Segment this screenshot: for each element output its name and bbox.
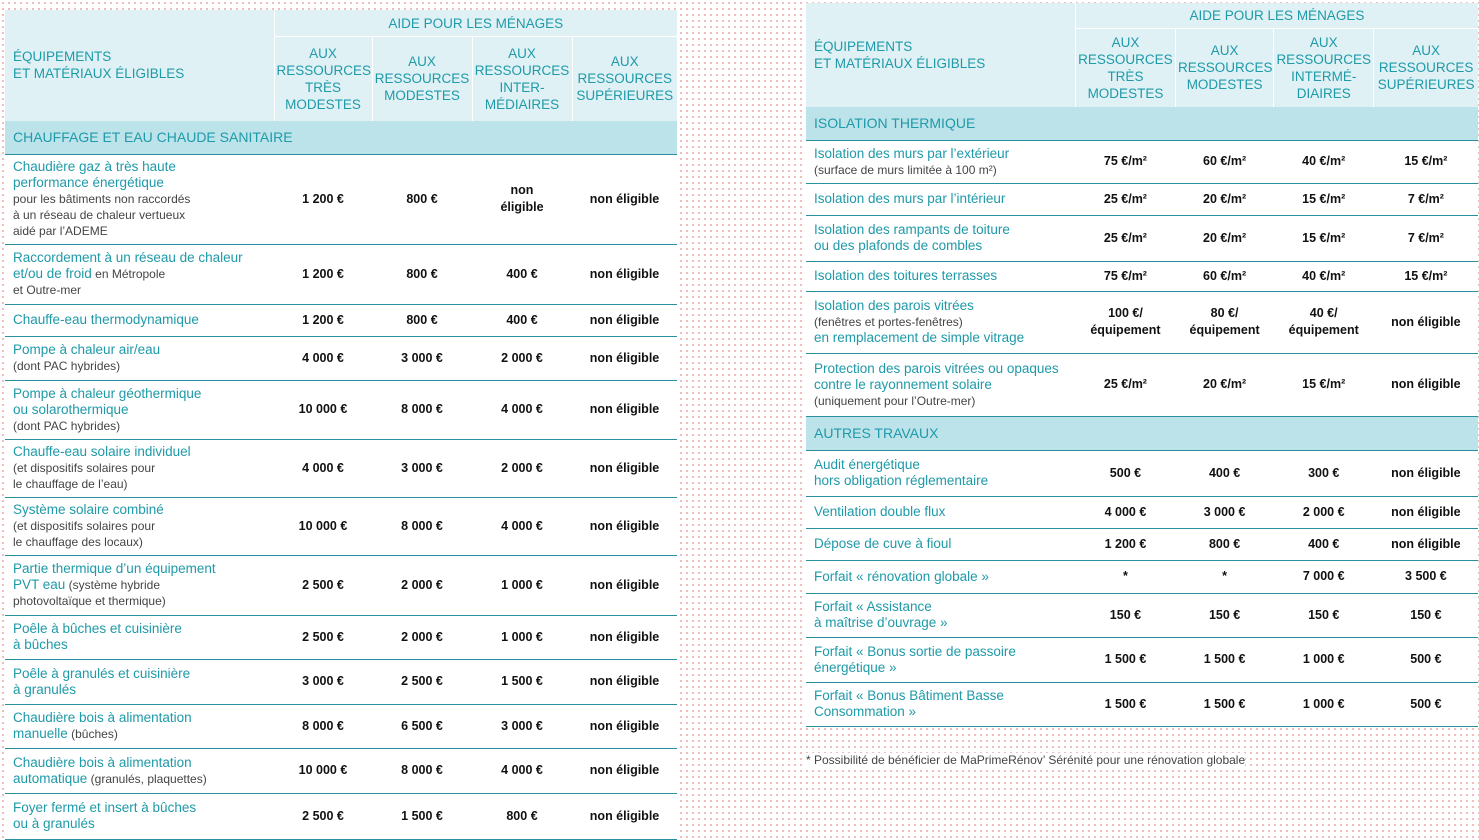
- table-row: [806, 215, 1478, 261]
- aid-amount: 75 €/m²: [1075, 140, 1175, 183]
- row-label: [806, 183, 1075, 215]
- row-label: [5, 793, 274, 839]
- row-label-main: Pompe à chaleur géothermique ou solarothermique: [13, 385, 202, 417]
- aid-amount: 400 €: [1176, 450, 1274, 496]
- aid-amount: 800 €: [372, 154, 472, 244]
- aid-amount: non éligible: [1374, 450, 1478, 496]
- aid-amount: 1 200 €: [1075, 528, 1175, 560]
- aid-amount: non éligible: [572, 497, 677, 555]
- aid-table-heating: [5, 10, 677, 840]
- column-header: AUX RESSOURCES INTERMÉ- DIAIRES: [1274, 29, 1374, 107]
- table-row: [5, 659, 677, 704]
- row-label: [806, 528, 1075, 560]
- row-label: [806, 560, 1075, 593]
- table-row: [806, 637, 1478, 682]
- row-label: [806, 261, 1075, 291]
- table-row: [5, 615, 677, 659]
- aid-amount: non éligible: [572, 793, 677, 839]
- row-label-main: Foyer fermé et insert à bûches ou à granulés: [13, 800, 197, 831]
- row-label: [806, 353, 1075, 416]
- aid-amount: 2 500 €: [372, 659, 472, 704]
- aid-amount: 1 200 €: [274, 244, 372, 304]
- row-label-detail: (dont PAC hybrides): [13, 359, 121, 373]
- aid-amount: 10 000 €: [274, 748, 372, 793]
- column-header: AUX RESSOURCES MODESTES: [1176, 29, 1274, 107]
- aid-amount: 150 €: [1176, 593, 1274, 637]
- aid-amount: 1 500 €: [472, 659, 572, 704]
- aid-amount: non éligible: [572, 748, 677, 793]
- row-label: [5, 244, 274, 304]
- row-label-main: Chaudière gaz à très haute performance énergétique: [13, 159, 176, 190]
- row-label: [806, 593, 1075, 637]
- table-row: [806, 593, 1478, 637]
- row-label-main: Partie thermique d’un équipement PVT eau: [13, 561, 216, 592]
- section-row: [5, 121, 677, 155]
- row-label-detail: (et dispositifs solaires pour le chauffage des locaux): [13, 519, 156, 549]
- aid-amount: 60 €/m²: [1176, 140, 1274, 183]
- row-label: [5, 304, 274, 336]
- aid-amount: 40 €/m²: [1274, 140, 1374, 183]
- aid-amount: 20 €/m²: [1176, 353, 1274, 416]
- row-label-detail: (granulés, plaquettes): [87, 771, 207, 786]
- aid-amount: 2 000 €: [472, 336, 572, 380]
- aid-amount: 25 €/m²: [1075, 353, 1175, 416]
- row-label: [806, 682, 1075, 726]
- aid-amount: 4 000 €: [274, 439, 372, 497]
- aid-amount: 4 000 €: [472, 748, 572, 793]
- footnote: * Possibilité de bénéficier de MaPrimeRénov’ Sérénité pour une rénovation globale: [806, 753, 1246, 767]
- column-header: AUX RESSOURCES MODESTES: [372, 37, 472, 121]
- row-label: [5, 659, 274, 704]
- aid-amount: 1 200 €: [274, 154, 372, 244]
- aid-amount: 400 €: [472, 244, 572, 304]
- aid-amount: 60 €/m²: [1176, 261, 1274, 291]
- table-row: [5, 439, 677, 497]
- aid-amount: non éligible: [572, 615, 677, 659]
- aid-amount: 6 500 €: [372, 704, 472, 748]
- column-header: AUX RESSOURCES INTER- MÉDIAIRES: [472, 37, 572, 121]
- group-header: AIDE POUR LES MÉNAGES: [1075, 3, 1478, 29]
- section-title: AUTRES TRAVAUX: [806, 416, 1478, 450]
- header-row: [806, 3, 1478, 29]
- row-label-main: Forfait « rénovation globale »: [814, 568, 989, 584]
- aid-amount: 500 €: [1075, 450, 1175, 496]
- row-label: [806, 496, 1075, 528]
- aid-amount: 500 €: [1374, 637, 1478, 682]
- row-label-main: Système solaire combiné: [13, 502, 164, 517]
- row-label-detail: pour les bâtiments non raccordés à un réseau de chaleur vertueux aidé par l’ADEME: [13, 192, 191, 238]
- aid-amount: 8 000 €: [372, 380, 472, 439]
- aid-amount: 40 €/m²: [1274, 261, 1374, 291]
- table-row: [806, 291, 1478, 353]
- row-label: [5, 497, 274, 555]
- aid-amount: non éligible: [572, 439, 677, 497]
- section-title: CHAUFFAGE ET EAU CHAUDE SANITAIRE: [5, 121, 677, 155]
- table-row: [806, 682, 1478, 726]
- aid-amount: 1 000 €: [1274, 682, 1374, 726]
- table-row: [5, 793, 677, 839]
- table-row: [5, 336, 677, 380]
- aid-amount: 25 €/m²: [1075, 183, 1175, 215]
- row-label-main: Chaudière bois à alimentation manuelle: [13, 710, 192, 741]
- row-label-main: Forfait « Assistance à maîtrise d’ouvrage »: [814, 599, 948, 630]
- aid-amount: 2 500 €: [274, 615, 372, 659]
- row-label-main: Protection des parois vitrées ou opaques contre le rayonnement solaire: [814, 360, 1059, 392]
- aid-amount: 7 000 €: [1274, 560, 1374, 593]
- row-label-main: Dépose de cuve à fioul: [814, 536, 952, 551]
- aid-amount: 3 000 €: [274, 659, 372, 704]
- aid-amount: 2 000 €: [372, 615, 472, 659]
- row-label-main: Isolation des toitures terrasses: [814, 268, 998, 283]
- row-label-detail: en Métropole et Outre-mer: [13, 267, 166, 297]
- row-label: [5, 380, 274, 439]
- aid-table-insulation-other: [806, 3, 1478, 727]
- aid-amount: 1 000 €: [472, 615, 572, 659]
- aid-amount: 7 €/m²: [1374, 215, 1478, 261]
- row-label: [5, 336, 274, 380]
- row-label-detail: (et dispositifs solaires pour le chauffage de l’eau): [13, 461, 156, 491]
- aid-amount: 4 000 €: [472, 497, 572, 555]
- table-row: [806, 261, 1478, 291]
- section-row: [806, 416, 1478, 450]
- table-row: [806, 183, 1478, 215]
- row-label-detail: (dont PAC hybrides): [13, 418, 121, 433]
- aid-amount: 800 €: [472, 793, 572, 839]
- table-row: [5, 748, 677, 793]
- aid-amount: 10 000 €: [274, 380, 372, 439]
- row-label-main: Poêle à bûches et cuisinière à bûches: [13, 621, 182, 652]
- aid-amount: non éligible: [472, 154, 572, 244]
- table-row: [806, 353, 1478, 416]
- aid-amount: 15 €/m²: [1374, 140, 1478, 183]
- table-row: [806, 140, 1478, 183]
- table-row: [806, 560, 1478, 593]
- aid-amount: 15 €/m²: [1374, 261, 1478, 291]
- aid-amount: 1 500 €: [1176, 682, 1274, 726]
- row-label-detail: (bûches): [67, 727, 118, 741]
- aid-amount: *: [1176, 560, 1274, 593]
- row-label-main: Pompe à chaleur air/eau: [13, 342, 161, 357]
- row-label-main: Audit énergétique hors obligation réglementaire: [814, 457, 989, 488]
- aid-amount: 75 €/m²: [1075, 261, 1175, 291]
- aid-amount: non éligible: [1374, 353, 1478, 416]
- aid-amount: 8 000 €: [372, 497, 472, 555]
- aid-amount: non éligible: [572, 154, 677, 244]
- aid-amount: non éligible: [572, 555, 677, 615]
- section-title: ISOLATION THERMIQUE: [806, 107, 1478, 141]
- row-label-main: en remplacement de simple vitrage: [814, 330, 1025, 345]
- row-label-main: Forfait « Bonus Bâtiment Basse Consommation »: [814, 688, 1004, 719]
- aid-amount: 2 500 €: [274, 555, 372, 615]
- table-row: [5, 704, 677, 748]
- aid-amount: 8 000 €: [274, 704, 372, 748]
- aid-amount: 25 €/m²: [1075, 215, 1175, 261]
- aid-amount: non éligible: [1374, 496, 1478, 528]
- aid-amount: 150 €: [1075, 593, 1175, 637]
- aid-amount: 10 000 €: [274, 497, 372, 555]
- label-column-header: ÉQUIPEMENTS ET MATÉRIAUX ÉLIGIBLES: [806, 3, 1075, 107]
- column-header: AUX RESSOURCES SUPÉRIEURES: [1374, 29, 1478, 107]
- row-label-main: Forfait « Bonus sortie de passoire énergétique »: [814, 643, 1016, 675]
- aid-amount: 150 €: [1374, 593, 1478, 637]
- table-row: [5, 497, 677, 555]
- aid-amount: 400 €: [1274, 528, 1374, 560]
- aid-amount: 1 500 €: [1075, 682, 1175, 726]
- aid-amount: non éligible: [572, 304, 677, 336]
- row-label: [806, 291, 1075, 353]
- column-header: AUX RESSOURCES TRÈS MODESTES: [1075, 29, 1175, 107]
- aid-amount: 100 €/ équipement: [1075, 291, 1175, 353]
- aid-amount: 3 000 €: [372, 336, 472, 380]
- table-row: [806, 528, 1478, 560]
- aid-amount: 150 €: [1274, 593, 1374, 637]
- aid-amount: 20 €/m²: [1176, 183, 1274, 215]
- aid-amount: 2 000 €: [1274, 496, 1374, 528]
- header-row: [5, 10, 677, 37]
- row-label: [806, 450, 1075, 496]
- aid-amount: non éligible: [572, 336, 677, 380]
- aid-amount: 15 €/m²: [1274, 353, 1374, 416]
- aid-amount: 8 000 €: [372, 748, 472, 793]
- aid-amount: 800 €: [1176, 528, 1274, 560]
- row-label: [5, 704, 274, 748]
- aid-amount: 7 €/m²: [1374, 183, 1478, 215]
- aid-amount: 40 €/ équipement: [1274, 291, 1374, 353]
- row-label-main: Poêle à granulés et cuisinière à granulés: [13, 665, 191, 697]
- table-row: [806, 496, 1478, 528]
- table-row: [5, 244, 677, 304]
- row-label: [806, 215, 1075, 261]
- aid-amount: 2 500 €: [274, 793, 372, 839]
- aid-amount: 4 000 €: [1075, 496, 1175, 528]
- aid-amount: 2 000 €: [372, 555, 472, 615]
- aid-amount: non éligible: [572, 380, 677, 439]
- table-row: [5, 304, 677, 336]
- aid-amount: 4 000 €: [274, 336, 372, 380]
- row-label-main: Chaudière bois à alimentation automatique: [13, 754, 192, 786]
- row-label: [5, 748, 274, 793]
- aid-amount: *: [1075, 560, 1175, 593]
- aid-amount: 1 500 €: [1075, 637, 1175, 682]
- aid-amount: non éligible: [1374, 528, 1478, 560]
- column-header: AUX RESSOURCES TRÈS MODESTES: [274, 37, 372, 121]
- aid-amount: 1 500 €: [1176, 637, 1274, 682]
- row-label-main: Isolation des rampants de toiture ou des plafonds de combles: [814, 222, 1010, 253]
- aid-amount: 1 000 €: [1274, 637, 1374, 682]
- row-label-main: Raccordement à un réseau de chaleur et/ou de froid: [13, 250, 243, 281]
- aid-amount: 20 €/m²: [1176, 215, 1274, 261]
- row-label-main: Chauffe-eau thermodynamique: [13, 312, 199, 327]
- aid-amount: 3 500 €: [1374, 560, 1478, 593]
- aid-amount: 1 500 €: [372, 793, 472, 839]
- aid-amount: 15 €/m²: [1274, 183, 1374, 215]
- row-label-detail: (fenêtres et portes-fenêtres): [814, 315, 963, 329]
- row-label: [5, 555, 274, 615]
- aid-amount: 3 000 €: [472, 704, 572, 748]
- aid-amount: 3 000 €: [1176, 496, 1274, 528]
- row-label: [806, 140, 1075, 183]
- row-label-detail: (uniquement pour l’Outre-mer): [814, 393, 976, 408]
- aid-amount: non éligible: [572, 704, 677, 748]
- aid-amount: 15 €/m²: [1274, 215, 1374, 261]
- aid-amount: non éligible: [572, 659, 677, 704]
- row-label: [806, 637, 1075, 682]
- aid-amount: 800 €: [372, 244, 472, 304]
- column-header: AUX RESSOURCES SUPÉRIEURES: [572, 37, 677, 121]
- aid-amount: 1 200 €: [274, 304, 372, 336]
- table-row: [5, 154, 677, 244]
- row-label: [5, 615, 274, 659]
- table-row: [5, 555, 677, 615]
- section-row: [806, 107, 1478, 141]
- aid-amount: non éligible: [1374, 291, 1478, 353]
- aid-amount: 800 €: [372, 304, 472, 336]
- aid-amount: 300 €: [1274, 450, 1374, 496]
- aid-amount: 3 000 €: [372, 439, 472, 497]
- row-label-main: Isolation des murs par l’intérieur: [814, 191, 1006, 206]
- aid-amount: 4 000 €: [472, 380, 572, 439]
- table-row: [5, 380, 677, 439]
- aid-amount: 1 000 €: [472, 555, 572, 615]
- row-label: [5, 439, 274, 497]
- aid-amount: non éligible: [572, 244, 677, 304]
- group-header: AIDE POUR LES MÉNAGES: [274, 10, 677, 37]
- aid-amount: 80 €/ équipement: [1176, 291, 1274, 353]
- label-column-header: ÉQUIPEMENTS ET MATÉRIAUX ÉLIGIBLES: [5, 10, 274, 121]
- row-label-main: Isolation des murs par l’extérieur: [814, 145, 1010, 161]
- table-row: [806, 450, 1478, 496]
- aid-amount: 400 €: [472, 304, 572, 336]
- aid-amount: 2 000 €: [472, 439, 572, 497]
- aid-amount: 500 €: [1374, 682, 1478, 726]
- row-label-detail: (système hybride photovoltaïque et thermique): [13, 578, 166, 608]
- row-label-main: Chauffe-eau solaire individuel: [13, 444, 191, 459]
- row-label: [5, 154, 274, 244]
- row-label-main: Isolation des parois vitrées: [814, 298, 974, 313]
- row-label-main: Ventilation double flux: [814, 504, 946, 519]
- row-label-detail: (surface de murs limitée à 100 m²): [814, 162, 997, 177]
